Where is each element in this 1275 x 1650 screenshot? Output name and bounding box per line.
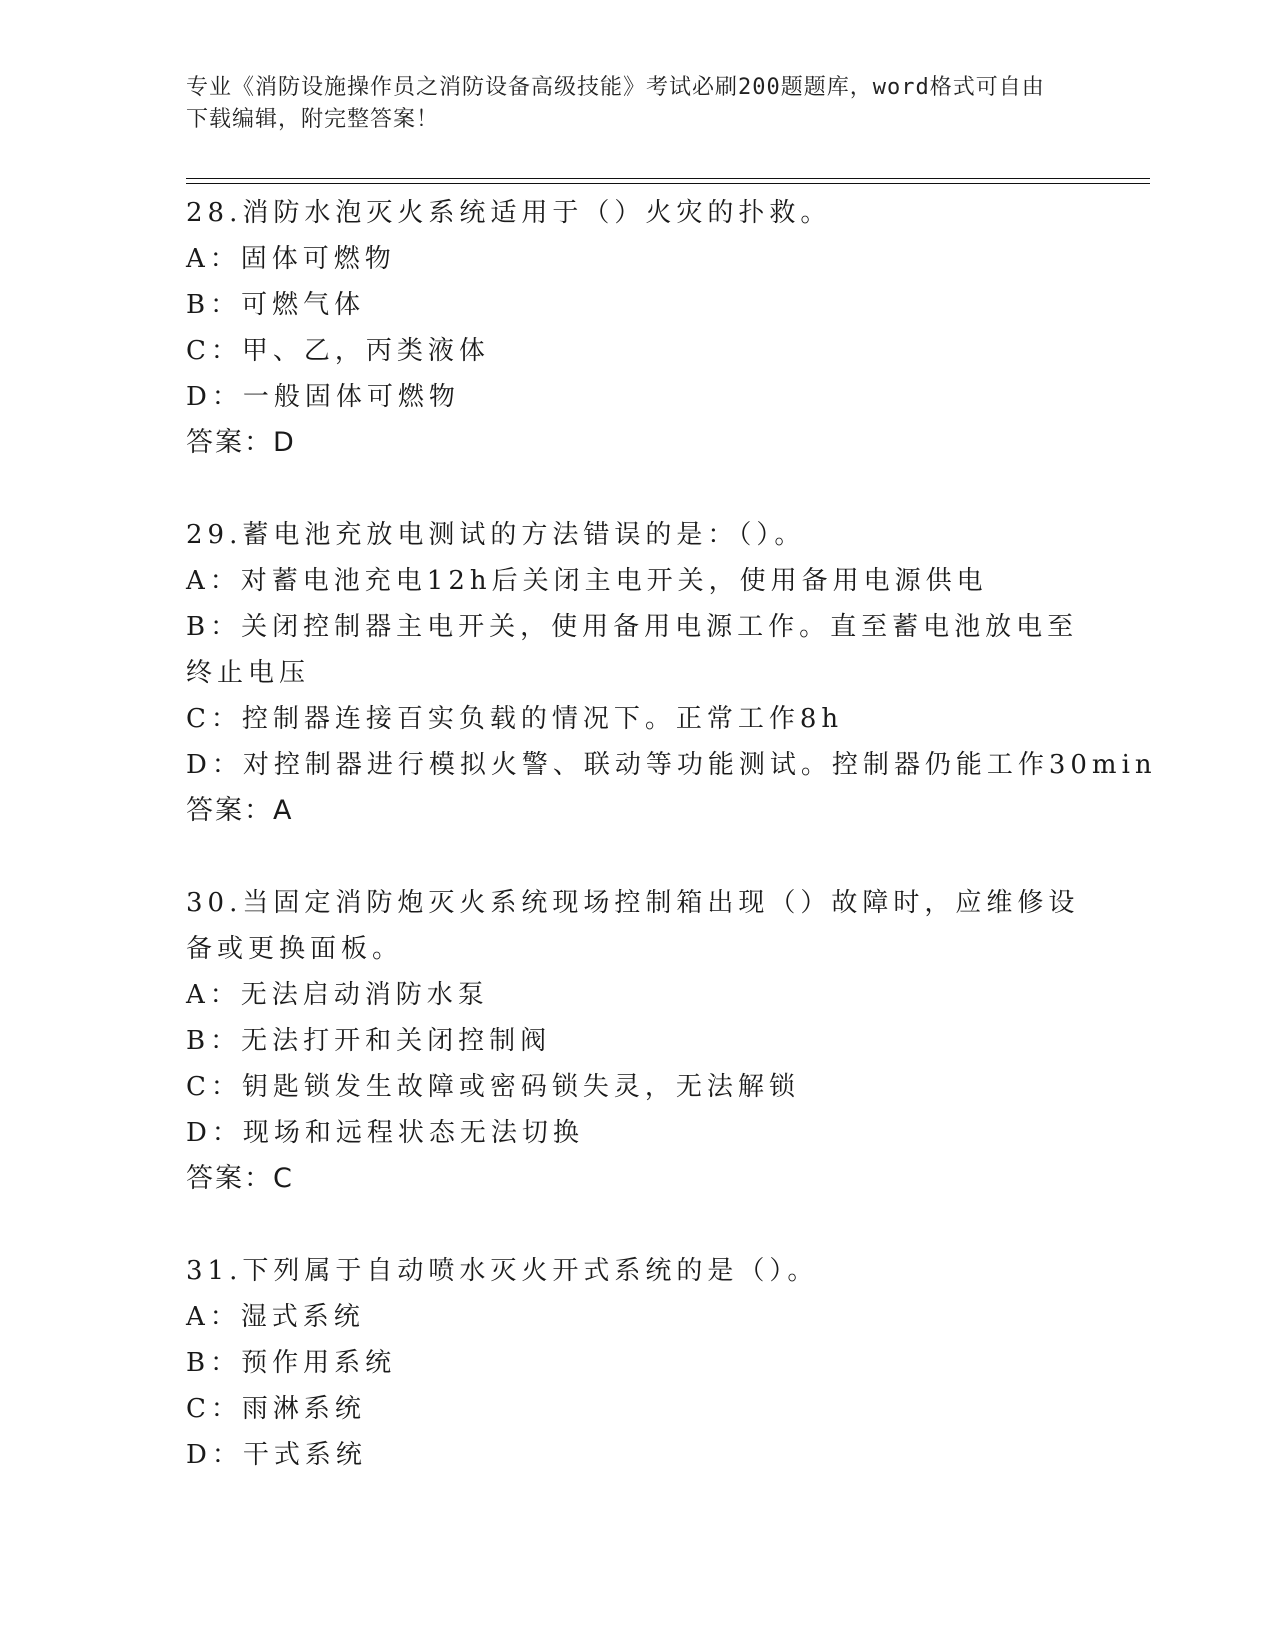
document-header: 专业《消防设施操作员之消防设备高级技能》考试必刷200题题库，word格式可自由下载编辑，附完整答案！ (186, 75, 1045, 132)
option-b: B：可燃气体 (186, 290, 366, 320)
option-d: D：干式系统 (186, 1440, 367, 1470)
question-30 (186, 880, 1086, 1202)
option-d: D：一般固体可燃物 (186, 382, 460, 412)
option-a: A：对蓄电池充电12h后关闭主电开关，使用备用电源供电 (186, 566, 988, 596)
option-a: A：湿式系统 (186, 1302, 365, 1332)
question-29 (186, 512, 1157, 834)
option-c: C：甲、乙，丙类液体 (186, 336, 490, 366)
spacer (186, 834, 1086, 880)
answer-label: 答案：C (186, 1163, 294, 1194)
question-stem: 29.蓄电池充放电测试的方法错误的是：（）。 (186, 520, 806, 550)
option-c: C：雨淋系统 (186, 1394, 366, 1424)
option-a: A：固体可燃物 (186, 244, 396, 274)
question-stem: 31.下列属于自动喷水灭火开式系统的是（）。 (186, 1256, 819, 1286)
spacer (186, 466, 1086, 512)
answer-label: 答案：D (186, 427, 296, 458)
header-rule-bottom (186, 183, 1150, 184)
option-c: C：钥匙锁发生故障或密码锁失灵，无法解锁 (186, 1072, 800, 1102)
answer-label: 答案：A (186, 795, 294, 826)
header-rule-top (186, 178, 1150, 179)
option-a: A：无法启动消防水泵 (186, 980, 489, 1010)
spacer (186, 1202, 1086, 1248)
option-d: D：对控制器进行模拟火警、联动等功能测试。控制器仍能工作30min (186, 750, 1157, 780)
question-31 (186, 1248, 1086, 1478)
option-b: B：无法打开和关闭控制阀 (186, 1026, 552, 1056)
question-28 (186, 190, 1086, 466)
question-stem: 30.当固定消防炮灭火系统现场控制箱出现（）故障时，应维修设备或更换面板。 (186, 888, 1080, 964)
question-list (186, 190, 1157, 1478)
option-b: B：关闭控制器主电开关，使用备用电源工作。直至蓄电池放电至终止电压 (186, 612, 1079, 688)
option-d: D：现场和远程状态无法切换 (186, 1118, 584, 1148)
option-b: B：预作用系统 (186, 1348, 397, 1378)
option-c: C：控制器连接百实负载的情况下。正常工作8h (186, 704, 844, 734)
question-stem: 28.消防水泡灭火系统适用于（）火灾的扑救。 (186, 198, 832, 228)
